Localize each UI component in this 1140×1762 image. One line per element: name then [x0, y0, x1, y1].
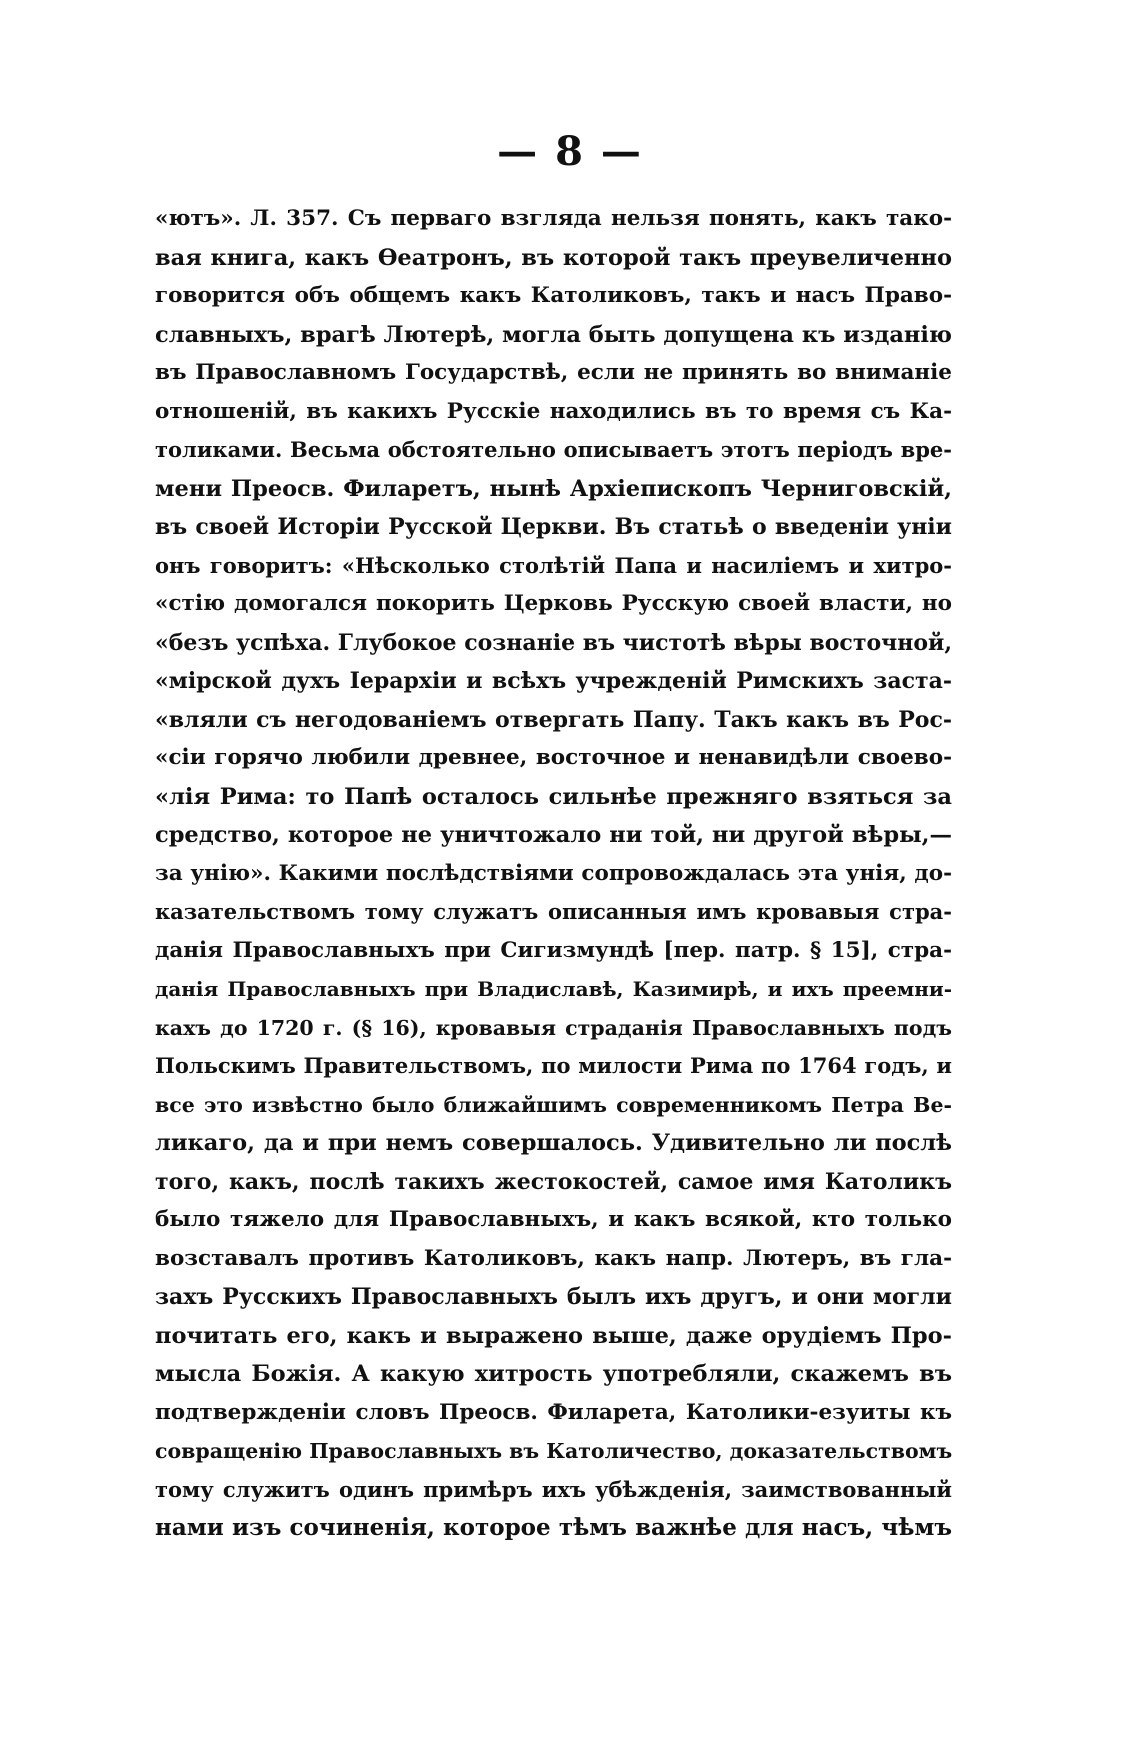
text-line: вая книга, какъ Ѳеатронъ, въ которой такъ преувеличенно — [155, 244, 952, 271]
text-line: казательствомъ тому служатъ описанныя имъ кровавыя стра- — [155, 899, 952, 924]
text-line: того, какъ, послѣ такихъ жестокостей, самое имя Католикъ — [155, 1168, 952, 1195]
text-line: данiя Православныхъ при Владиславѣ, Казимирѣ, и ихъ преемни- — [155, 977, 952, 1001]
text-line: данiя Православныхъ при Сигизмундѣ [пер. патр. § 15], стра- — [155, 937, 952, 963]
text-line: мысла Божiя. А какую хитрость употребляли, скажемъ въ — [155, 1361, 952, 1387]
text-line: «мiрской духъ Iерархiи и всѣхъ учрежденiй Римскихъ заста- — [155, 668, 952, 694]
text-line: тому служитъ одинъ примѣръ ихъ убѣжденiя, заимствованный — [155, 1476, 952, 1502]
text-line: почитать его, какъ и выражено выше, даже орудiемъ Про- — [155, 1322, 952, 1349]
text-line: славныхъ, врагѣ Лютерѣ, могла быть допущена къ изданiю — [155, 321, 952, 348]
text-line: все это извѣстно было ближайшимъ современникомъ Петра Ве- — [155, 1092, 952, 1117]
text-line: совращенiю Православныхъ въ Католичество, доказательствомъ — [155, 1439, 952, 1463]
text-line: захъ Русскихъ Православныхъ былъ ихъ другъ, и они могли — [155, 1284, 952, 1310]
text-line: мени Преосв. Филаретъ, нынѣ Архiепископъ Черниговскiй, — [155, 475, 952, 502]
text-line: средство, которое не уничтожало ни той, ни другой вѣры,— — [155, 822, 952, 848]
text-line: за унiю». Какими послѣдствiями сопровождалась эта унiя, до- — [155, 860, 952, 886]
text-line: толиками. Весьма обстоятельно описываетъ этотъ перiодъ вре- — [155, 437, 952, 462]
page-number: — 8 — — [497, 128, 643, 175]
text-line: говорится объ общемъ какъ Католиковъ, такъ и насъ Право- — [155, 283, 952, 308]
text-line: Польскимъ Правительствомъ, по милости Рима по 1764 годъ, и — [155, 1053, 952, 1078]
text-line: «стiю домогался покорить Церковь Русскую своей власти, но — [155, 591, 952, 616]
text-line: «ютъ». Л. 357. Съ перваго взгляда нельзя понять, какъ тако- — [155, 206, 952, 231]
text-line: было тяжело для Православныхъ, и какъ всякой, кто только — [155, 1207, 952, 1232]
text-line: нами изъ сочиненiя, которое тѣмъ важнѣе для насъ, чѣмъ — [155, 1514, 952, 1541]
text-line: отношенiй, въ какихъ Русскiе находились въ то время съ Ка- — [155, 398, 952, 424]
text-line: подтвержденiи словъ Преосв. Филарета, Католики-езуиты къ — [155, 1399, 952, 1425]
text-line: ликаго, да и при немъ совершалось. Удивительно ли послѣ — [155, 1130, 952, 1156]
text-line: возставалъ противъ Католиковъ, какъ напр. Лютеръ, въ гла- — [155, 1245, 952, 1271]
text-line: «лiя Рима: то Папѣ осталось сильнѣе прежняго взяться за — [155, 783, 952, 810]
text-line: въ своей Исторiи Русской Церкви. Въ статьѣ о введенiи унiи — [155, 514, 952, 540]
text-line: кахъ до 1720 г. (§ 16), кровавыя страданiя Православныхъ подъ — [155, 1015, 952, 1040]
text-line: «вляли съ негодованiемъ отвергать Папу. Такъ какъ въ Рос- — [155, 706, 952, 733]
text-line: онъ говоритъ: «Нѣсколько столѣтiй Папа и насилiемъ и хитро- — [155, 552, 952, 578]
body-text — [155, 200, 952, 1548]
text-line: въ Православномъ Государствѣ, если не принять во вниманiе — [155, 360, 952, 385]
text-line: «безъ успѣха. Глубокое сознанiе въ чистотѣ вѣры восточной, — [155, 629, 952, 656]
text-line: «сiи горячо любили древнее, восточное и ненавидѣли своево- — [155, 745, 952, 770]
